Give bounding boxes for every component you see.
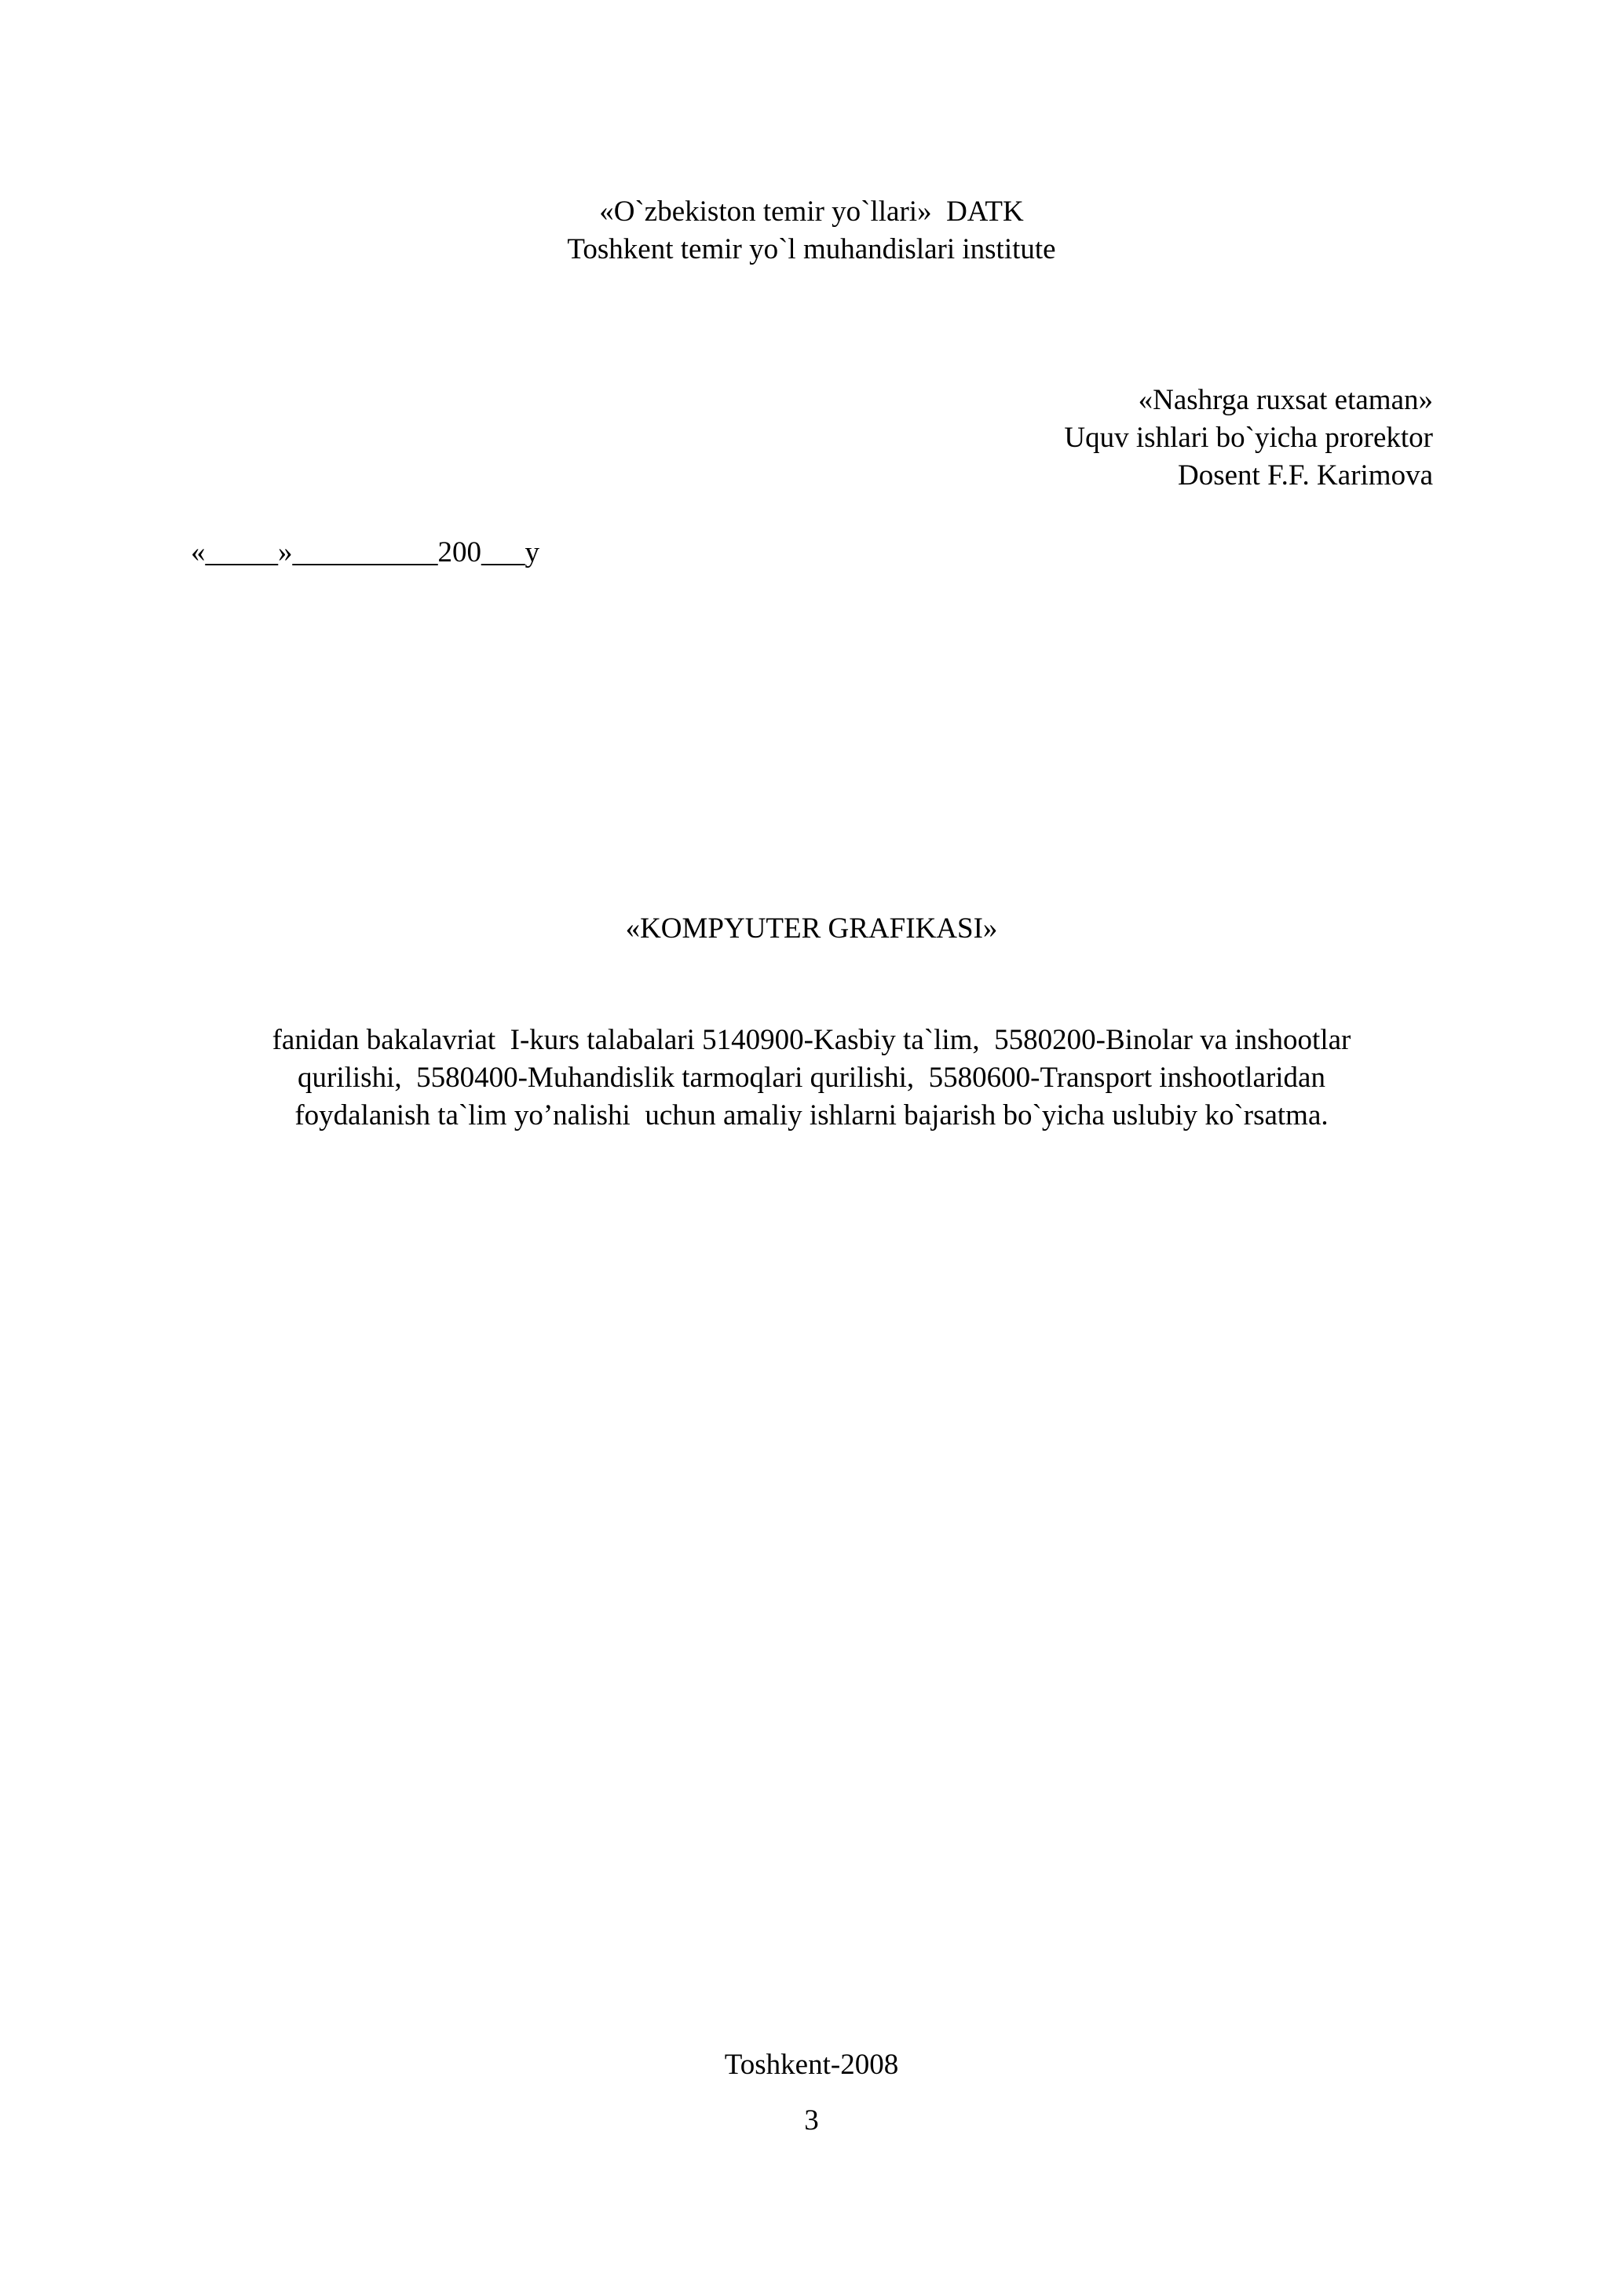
place-year: Toshkent-2008: [724, 2049, 899, 2081]
organization-name: «O`zbekiston temir yo`llari» DATK: [599, 196, 1024, 228]
page-number: 3: [804, 2104, 819, 2137]
approval-position: Uquv ishlari bo`yicha prorektor: [1064, 422, 1433, 454]
description-line-3: foydalanish ta`lim yo’nalishi uchun amaliy ishlarni bajarish bo`yicha uslubiy ko`rsatma.: [294, 1099, 1329, 1132]
institute-name: Toshkent temir yo`l muhandislari institute: [567, 233, 1056, 265]
date-line: «_____»__________200___y: [191, 536, 539, 569]
description-line-2: qurilishi, 5580400-Muhandislik tarmoqlari qurilishi, 5580600-Transport inshootlaridan: [298, 1062, 1325, 1094]
description-line-1: fanidan bakalavriat I-kurs talabalari 5140900-Kasbiy ta`lim, 5580200-Binolar va inshootlar: [272, 1024, 1351, 1056]
approval-heading: «Nashrga ruxsat etaman»: [1138, 384, 1433, 416]
document-title: «KOMPYUTER GRAFIKASI»: [625, 912, 998, 945]
approval-signatory: Dosent F.F. Karimova: [1178, 459, 1433, 492]
